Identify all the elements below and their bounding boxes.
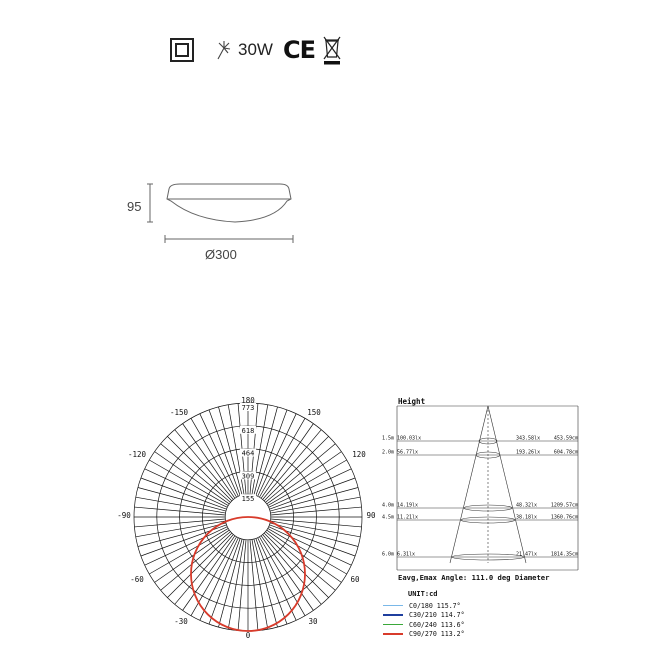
polar-radial-label: 773 <box>241 404 255 412</box>
polar-spoke <box>254 407 278 495</box>
angle-label-0: 0 <box>245 631 251 640</box>
angle-label-minus-30: -30 <box>174 617 188 626</box>
cone-max-illuminance: 193.26lx <box>516 449 541 456</box>
polar-spoke <box>200 538 239 621</box>
legend-label: C90/270 113.2° <box>409 630 465 638</box>
polar-spoke <box>228 539 244 629</box>
cone-height-label: 4.5m <box>382 514 395 521</box>
angle-label-minus-120: -120 <box>127 450 147 459</box>
polar-spoke <box>145 527 228 566</box>
cone-height-label: 4.0m <box>382 502 395 509</box>
legend-color-swatch <box>383 614 403 616</box>
weee-crossed-bin-icon <box>323 35 341 65</box>
angle-label-60: 60 <box>350 575 360 584</box>
certification-icons-row <box>170 33 341 67</box>
cone-center-illuminance: 14.19lx <box>397 502 419 509</box>
class-ii-double-square-icon <box>170 38 194 62</box>
polar-spoke <box>269 527 352 566</box>
polar-spoke <box>138 523 226 547</box>
cone-diameter: 453.59cm <box>553 435 578 442</box>
legend-item <box>383 611 465 620</box>
polar-spoke <box>136 497 226 513</box>
cone-height-label: 6.0m <box>382 551 395 558</box>
ce-mark-icon: CE <box>282 36 315 64</box>
angle-label-180: 180 <box>241 396 255 405</box>
polar-spoke <box>258 414 297 497</box>
angle-label-150: 150 <box>307 408 321 417</box>
cone-center-illuminance: 100.03lx <box>397 435 422 442</box>
cone-footer: Eavg,Emax Angle: 111.0 deg Diameter <box>398 573 550 582</box>
polar-spoke <box>258 538 297 621</box>
angle-label-90: 90 <box>366 511 376 520</box>
polar-photometric-diagram <box>115 395 385 645</box>
polar-spoke <box>200 414 239 497</box>
polar-spoke <box>269 469 352 508</box>
cone-diameter: 604.78cm <box>553 449 578 456</box>
legend-color-swatch <box>383 605 403 607</box>
cone-max-illuminance: 21.47lx <box>516 551 538 558</box>
curve-legend <box>383 590 583 642</box>
legend-color-swatch <box>383 624 403 626</box>
cone-center-illuminance: 56.77lx <box>397 449 419 456</box>
angle-label-minus-60: -60 <box>130 575 144 584</box>
cone-max-illuminance: 48.32lx <box>516 502 538 509</box>
cone-height-label: 1.5m <box>382 435 395 442</box>
cone-title: Height <box>398 397 426 406</box>
cone-rows <box>382 436 578 561</box>
cone-height-label: 2.0m <box>382 449 395 456</box>
legend-label: C30/210 114.7° <box>409 611 465 619</box>
angle-label-minus-90: -90 <box>117 511 131 520</box>
led-sparkle-icon <box>212 39 232 61</box>
polar-spoke <box>270 487 358 511</box>
polar-radial-label: 464 <box>241 449 255 458</box>
legend-item <box>383 620 465 629</box>
polar-spoke <box>254 539 278 627</box>
angle-label-minus-150: -150 <box>169 408 189 417</box>
legend-label: C0/180 115.7° <box>409 601 461 610</box>
polar-radial-label: 618 <box>241 426 255 435</box>
diameter-dimension-label: Ø300 <box>205 247 237 262</box>
height-dimension-label: 95 <box>127 199 142 214</box>
cone-diameter: 1814.35cm <box>550 551 578 558</box>
polar-radial-label: 309 <box>241 472 255 481</box>
cone-center-illuminance: 6.31lx <box>397 551 416 558</box>
polar-spoke <box>218 407 242 495</box>
cone-center-illuminance: 11.21lx <box>397 514 419 521</box>
polar-spoke <box>138 487 226 511</box>
polar-spoke <box>145 469 228 508</box>
angle-label-120: 120 <box>352 450 366 459</box>
cone-max-illuminance: 38.18lx <box>516 514 538 521</box>
cone-diameter: 1209.57cm <box>550 502 578 509</box>
polar-spoke <box>270 523 358 547</box>
angle-label-30: 30 <box>308 617 318 626</box>
legend-color-swatch <box>383 633 403 635</box>
legend-unit: UNIT:cd <box>408 590 438 598</box>
polar-radial-label: 155 <box>241 495 255 504</box>
polar-spoke <box>252 539 268 629</box>
polar-spoke <box>270 497 360 513</box>
cone-max-illuminance: 343.58lx <box>516 435 541 442</box>
legend-item <box>383 601 461 610</box>
cone-diameter: 1360.76cm <box>550 514 578 521</box>
polar-spoke <box>218 539 242 627</box>
legend-label: C60/240 113.6° <box>409 620 465 629</box>
wattage-label: 30W <box>238 40 273 59</box>
cone-diagram-svg <box>380 397 585 587</box>
illuminance-cone-panel <box>380 397 585 587</box>
legend-item <box>383 630 465 639</box>
